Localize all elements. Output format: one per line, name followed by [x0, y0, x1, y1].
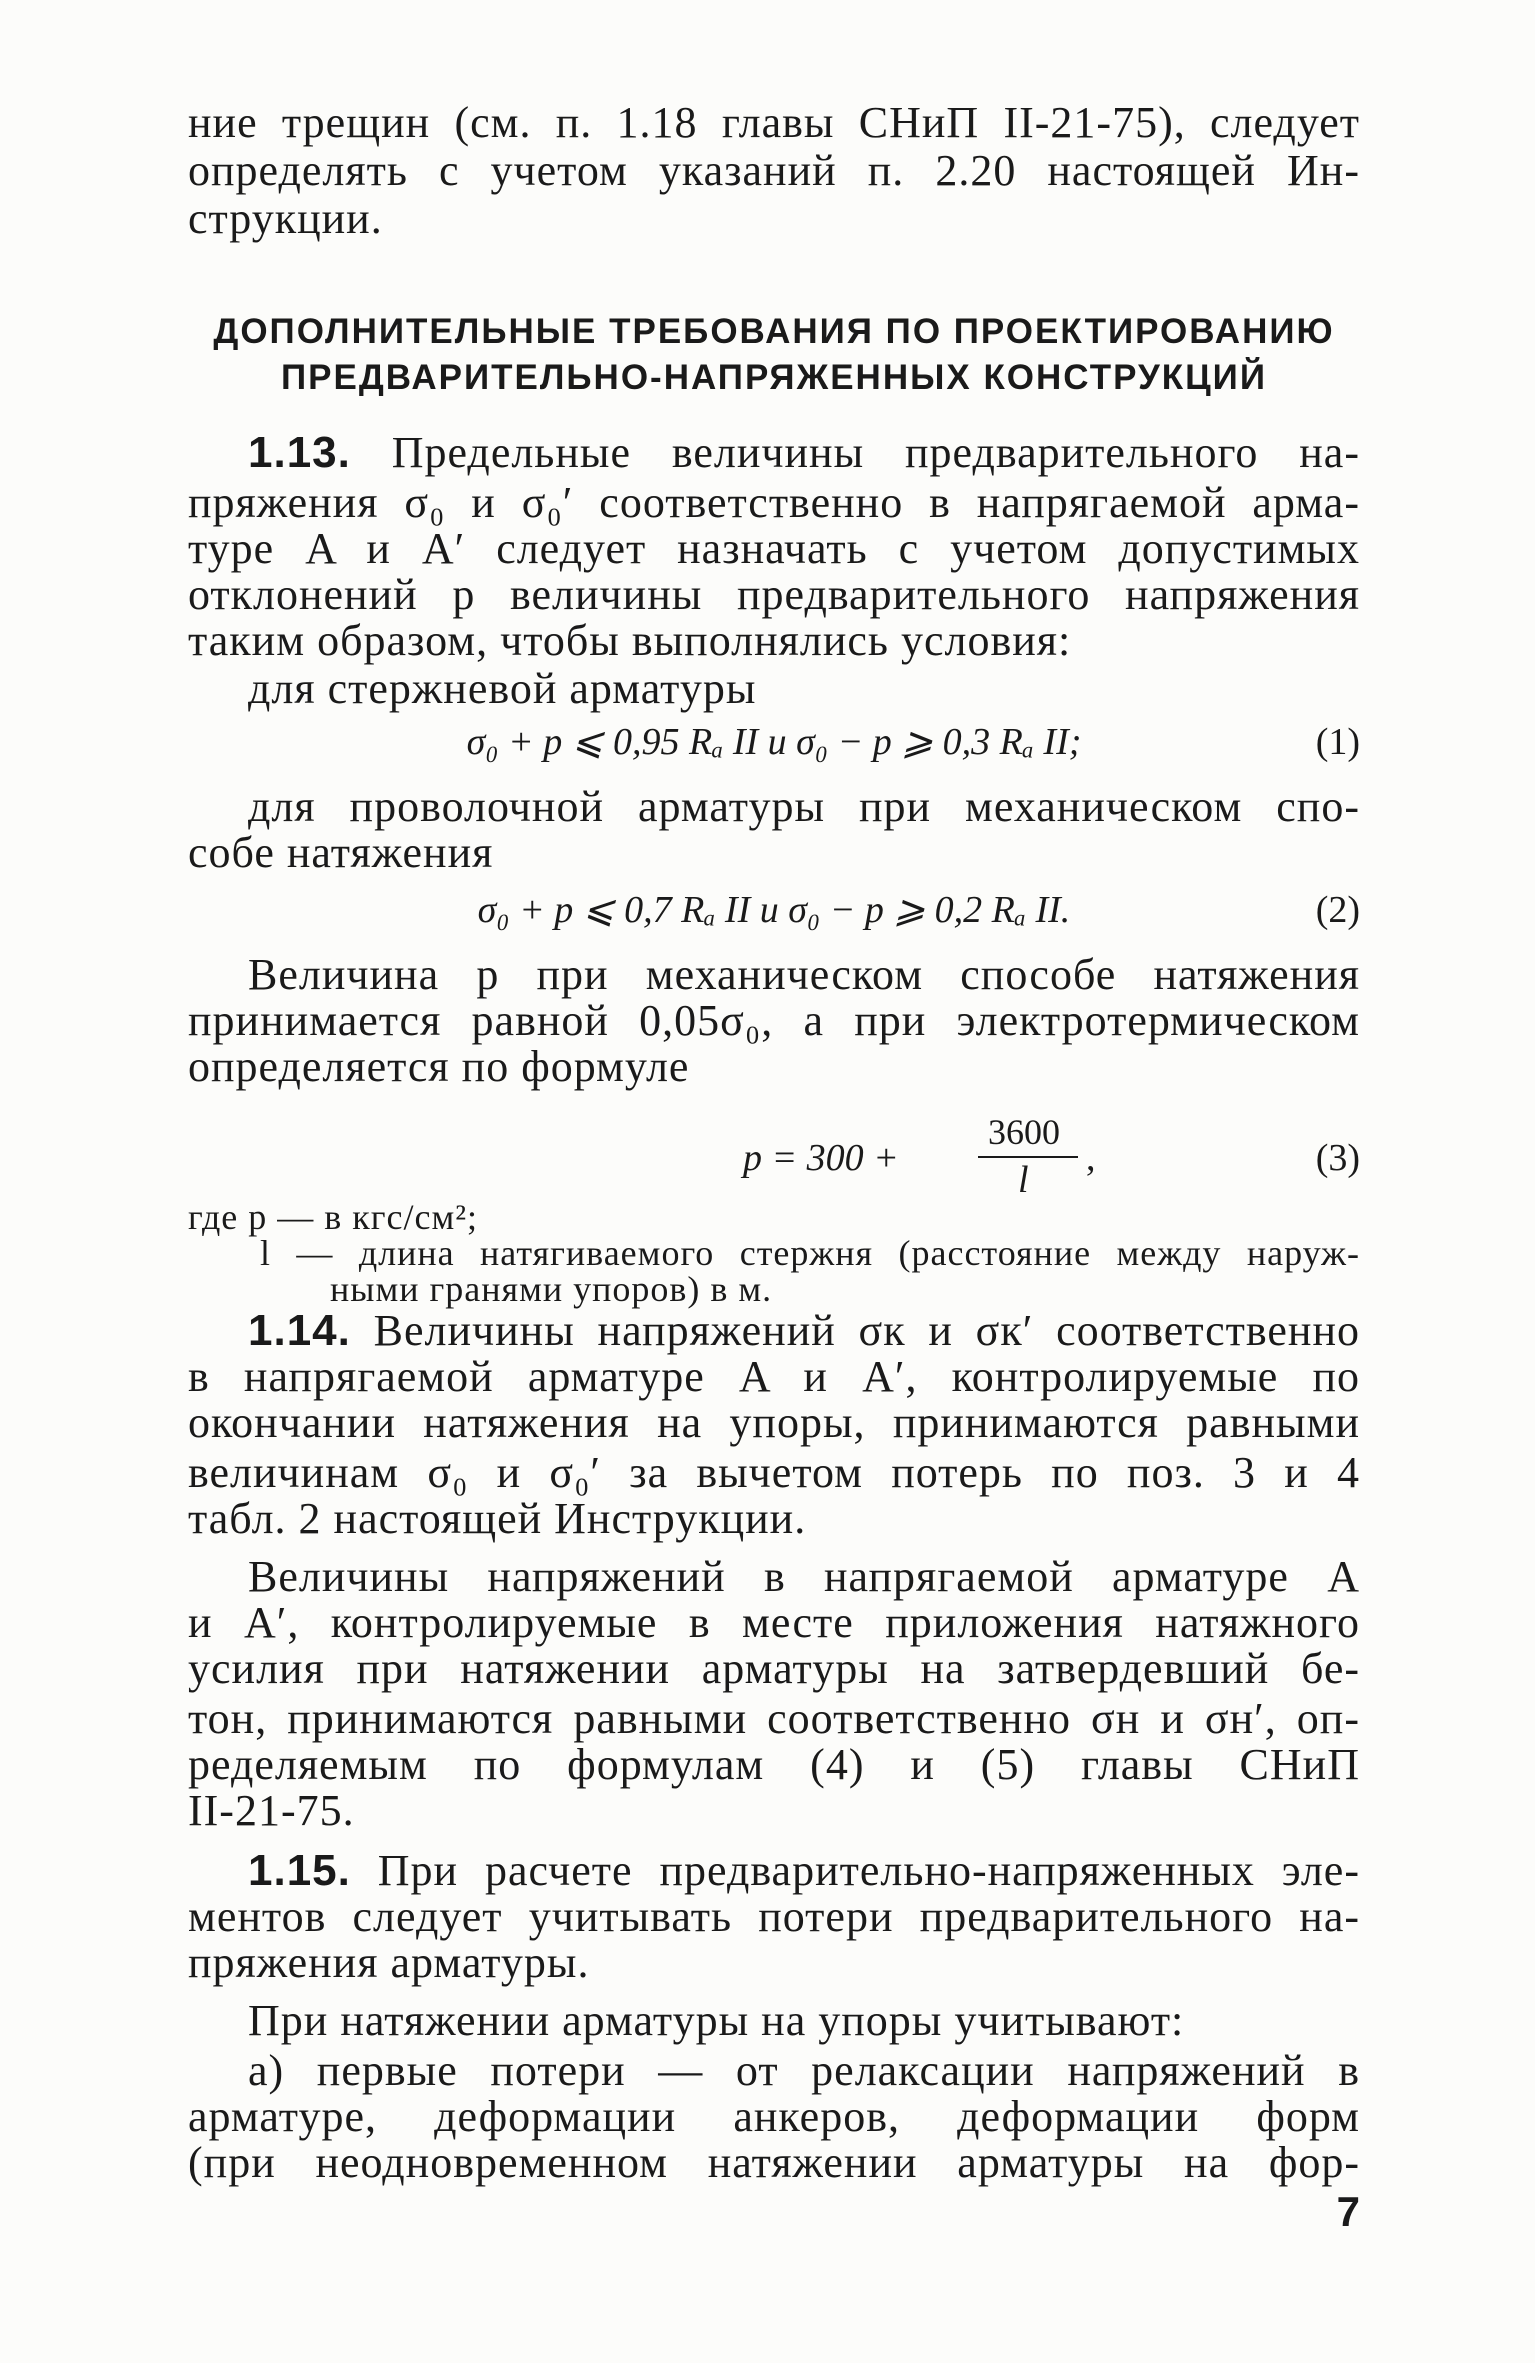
- text-line: для проволочной арматуры при механическом спо-: [248, 782, 1360, 831]
- text-line: табл. 2 настоящей Инструкции.: [188, 1494, 807, 1543]
- text-line: Величина p при механическом способе натяжения: [248, 950, 1360, 999]
- formula-3: [188, 1110, 1360, 1210]
- section-heading: ДОПОЛНИТЕЛЬНЫЕ ТРЕБОВАНИЯ ПО ПРОЕКТИРОВАНИЮ: [213, 312, 1335, 351]
- clause-number: 1.14.: [248, 1306, 351, 1355]
- text-line: арматуре, деформации анкеров, деформации форм: [188, 2092, 1360, 2141]
- text-line: ние трещин (см. п. 1.18 главы СНиП II-21-75), следует: [188, 98, 1360, 147]
- text-line: (при неодновременном натяжении арматуры на фор-: [188, 2138, 1360, 2187]
- page-number: 7: [1336, 2188, 1360, 2235]
- where-line: l — длина натягиваемого стержня (расстояние между наруж-: [260, 1233, 1360, 1273]
- text-line: туре A и A′ следует назначать с учетом допустимых: [188, 524, 1360, 573]
- where-line: где p — в кгс/см²;: [188, 1197, 479, 1237]
- text-line: определять с учетом указаний п. 2.20 настоящей Ин-: [188, 146, 1360, 195]
- text-line: величинам σ₀ и σ₀′ за вычетом потерь по поз. 3 и 4: [188, 1448, 1360, 1497]
- formula-2: [188, 880, 1360, 940]
- text-line: а) первые потери — от релаксации напряжений в: [248, 2046, 1360, 2095]
- text-line: II-21-75.: [188, 1786, 355, 1835]
- paragraph-1-13-first-line: [248, 428, 1360, 478]
- text-line: для стержневой арматуры: [248, 664, 757, 713]
- text-line: При натяжении арматуры на упоры учитывают:: [248, 1996, 1185, 2045]
- clause-text: Величины напряжений σк и σк′ соответственно: [373, 1306, 1360, 1355]
- paragraph-1-15-first-line: [248, 1846, 1360, 1896]
- text-line: таким образом, чтобы выполнялись условия:: [188, 616, 1072, 665]
- formula-3-numerator: 3600: [988, 1112, 1060, 1152]
- text-line: в напрягаемой арматуре A и A′, контролируемые по: [188, 1352, 1360, 1401]
- section-heading: ПРЕДВАРИТЕЛЬНО-НАПРЯЖЕННЫХ КОНСТРУКЦИЙ: [281, 358, 1267, 397]
- formula-3-denominator: l: [1018, 1159, 1029, 1201]
- clause-number: 1.13.: [248, 428, 351, 477]
- text-line: струкции.: [188, 194, 383, 243]
- formula-3-comma: ,: [1086, 1137, 1096, 1179]
- text-line: отклонений p величины предварительного напряжения: [188, 570, 1360, 619]
- text-line: ределяемым по формулам (4) и (5) главы СНиП: [188, 1740, 1360, 1789]
- formula-2-body: σ₀ + p ⩽ 0,7 Rₐ II и σ₀ − p ⩾ 0,2 Rₐ II.: [477, 889, 1071, 931]
- text-line: определяется по формуле: [188, 1042, 690, 1091]
- text-line: пряжения σ₀ и σ₀′ соответственно в напрягаемой арма-: [188, 478, 1360, 527]
- where-line: ными гранями упоров) в м.: [330, 1269, 773, 1309]
- clause-text: При расчете предварительно-напряженных эле-: [377, 1846, 1360, 1895]
- formula-3-left: p = 300 +: [743, 1137, 899, 1179]
- text-line: окончании натяжения на упоры, принимаются равными: [188, 1398, 1360, 1447]
- clause-text: Предельные величины предварительного на-: [391, 428, 1360, 477]
- equation-number-1: (1): [1315, 721, 1360, 763]
- text-line: Величины напряжений в напрягаемой арматуре A: [248, 1552, 1360, 1601]
- text-line: и A′, контролируемые в месте приложения натяжного: [188, 1598, 1360, 1647]
- text-line: ментов следует учитывать потери предварительного на-: [188, 1892, 1360, 1941]
- text-line: усилия при натяжении арматуры на затвердевший бе-: [188, 1644, 1360, 1693]
- text-line: тон, принимаются равными соответственно σн и σн′, оп-: [188, 1694, 1360, 1743]
- formula-1-body: σ₀ + p ⩽ 0,95 Rₐ II и σ₀ − p ⩾ 0,3 Rₐ II;: [466, 721, 1082, 763]
- text-line: принимается равной 0,05σ₀, а при электротермическом: [188, 996, 1360, 1045]
- equation-number-3: (3): [1315, 1137, 1360, 1179]
- text-line: пряжения арматуры.: [188, 1938, 590, 1987]
- equation-number-2: (2): [1315, 889, 1360, 931]
- formula-1: [188, 712, 1360, 772]
- text-line: собе натяжения: [188, 828, 494, 877]
- paragraph-1-14-first-line: [248, 1306, 1360, 1356]
- clause-number: 1.15.: [248, 1846, 351, 1895]
